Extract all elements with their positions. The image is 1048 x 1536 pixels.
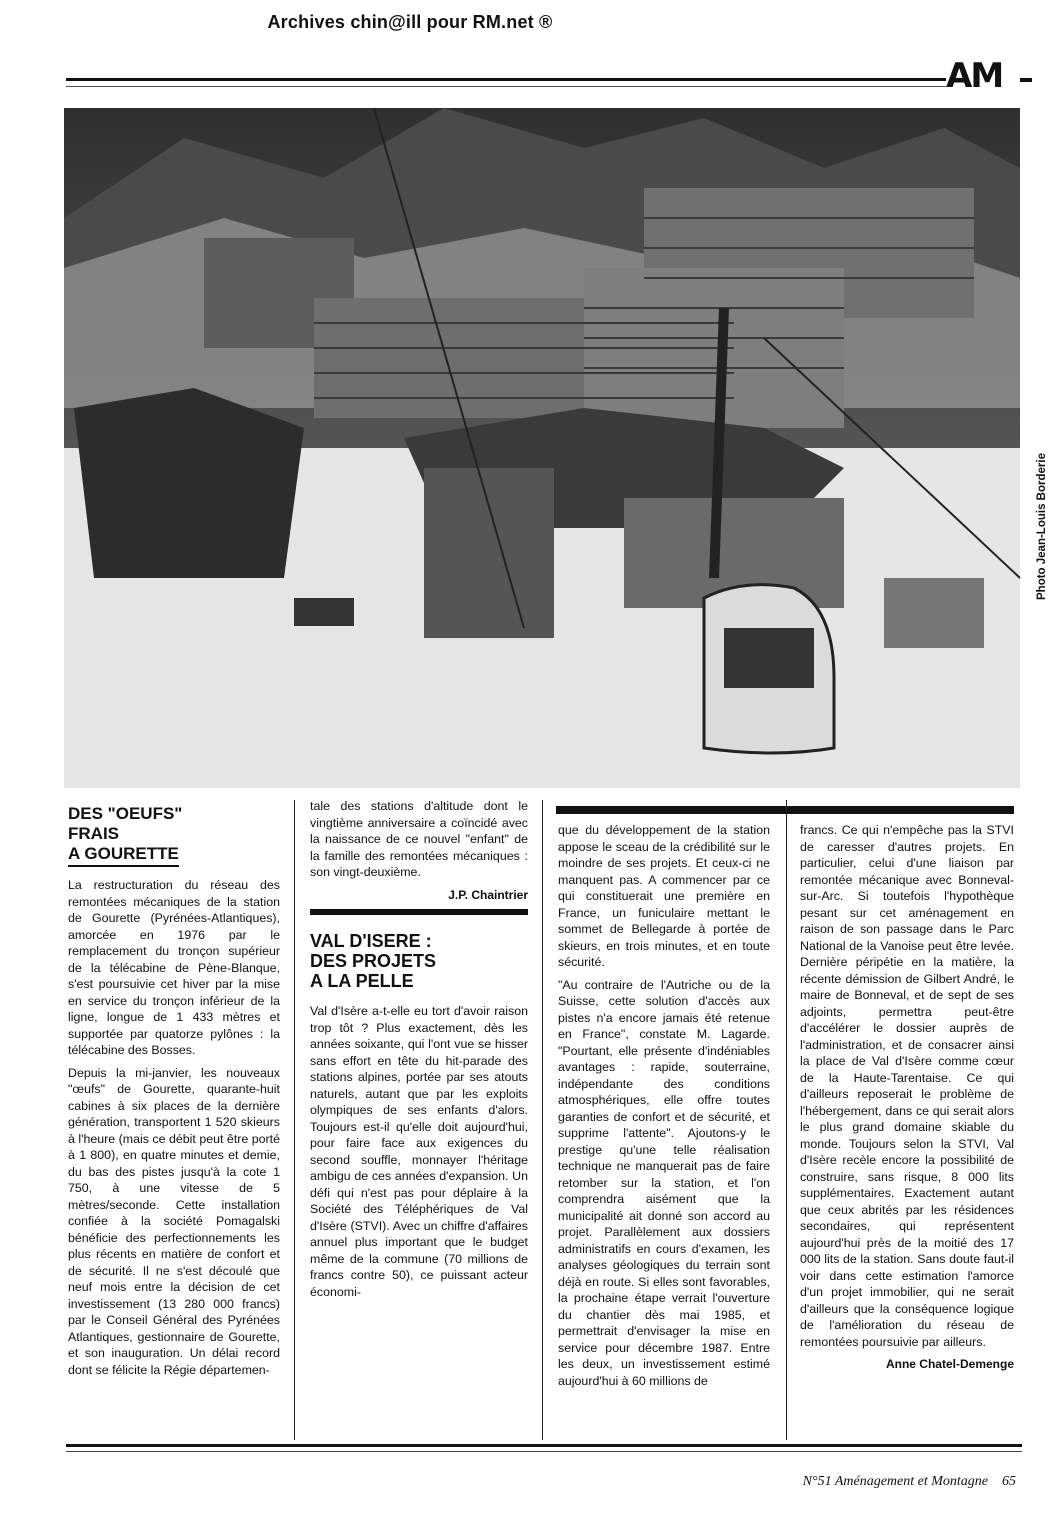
page-footer (803, 1474, 1016, 1490)
article1-paragraph: La restructuration du réseau des remontées mécaniques de la station de Gourette (Pyrénées-Atlantiques), amorcée en 1976 par le remplacement du tronçon supérieur de la télécabine de Pène-Blanque, s'est poursuivie cet hiver par la mise en service du tronçon inférieur de la ligne, longue de 1 433 mètres et supportée par quatorze pylônes : la télécabine des Bosses. (68, 878, 280, 1057)
article2-paragraph: que du développement de la station appose le sceau de la crédibilité sur le moindre de ses projets. Et ceux-ci ne manquent pas. A commencer par ce qui constituerait une première en France, un funiculaire mettant le sommet de Bellegarde à portée de skieurs, en trois minutes, et en toute sécurité. (558, 823, 770, 969)
column-divider (542, 800, 543, 1440)
photo-credit: Photo Jean-Louis Borderie (1036, 453, 1048, 600)
article2-paragraph: "Au contraire de l'Autriche ou de la Suisse, cette solution d'accès aux pistes n'a encore jamais été retenue en France", constate M. Lagarde. "Pourtant, elle présente d'indéniables avantages : rapide, souterraine, indépendante des conditions atmosphériques, elle offre toutes garanties de confort et de sécurité, et supprime l'attente". Ajoutons-y le prestige qu'une telle réalisation technique ne manquerait pas de faire retomber sur la station, et l'on comprendra aisément que la municipalité ait donné son accord au projet. Parallèlement aux dossiers administratifs en cours d'examen, les analyses géologiques du terrain sont déjà en route. Si elles sont favorables, la prochaine étape verrait l'ouverture du chantier dès mai 1985, et permettrait d'envisager la mise en service pour décembre 1987. Entre les deux, un investissement estimé aujourd'hui à 60 millions de (558, 977, 770, 1388)
article1-paragraph: Depuis la mi-janvier, les nouveaux "œufs" de Gourette, quarante-huit cabines à six places de la dernière génération, transportent 1 520 skieurs à l'heure (mais ce débit peut être porté à 1 800), en quatre minutes et demie, du bas des pistes jusqu'à la cote 1 750, à une vitesse de 5 mètres/seconde. Cette installation confiée à la société Pomagalski bénéficie des perfectionnements les plus récents en matière de confort et de sécurité. Il ne s'est découlé que neuf mois entre la décision de cet investissement (13 280 000 francs) par le Conseil Général des Pyrénées Atlantiques, gestionnaire de Gourette, et son inauguration. Un délai record dont se félicite la Régie départemen- (68, 1065, 280, 1377)
archive-watermark: Archives chin@ill pour RM.net ® (267, 12, 553, 32)
issue-title: N°51 Aménagement et Montagne (802, 1474, 988, 1489)
section-rule (310, 909, 528, 915)
column-divider (294, 800, 295, 1440)
column-4 (800, 822, 1014, 1373)
magazine-logo: AM (946, 56, 1003, 96)
article1-title-line: FRAIS (68, 824, 119, 843)
article1-title-line: DES "OEUFS" (68, 804, 183, 823)
footer-rule (66, 1444, 1022, 1447)
article1-title (68, 804, 280, 867)
column-3 (558, 822, 770, 1395)
logo-dash (1020, 78, 1032, 82)
column-2 (310, 798, 528, 1306)
article2-title-line: DES PROJETS (310, 951, 437, 971)
article2-title-line: VAL D'ISERE : (310, 931, 432, 951)
article2-author: Anne Chatel-Demenge (885, 1357, 1014, 1371)
article2-paragraph: Val d'Isère a-t-elle eu tort d'avoir raison trop tôt ? Plus exactement, dès les années soixante, qui l'ont vue se hisser sans effort en tête du hit-parade des stations alpines, portée par ses atouts naturels, autant que par les exploits olympiques de ses enfants d'alors. Toujours est-il qu'elle doit aujourd'hui, pour faire face aux exigences du second souffle, monnayer l'héritage ambigu de ces années d'expansion. Un défi qui n'est pas pour déplaire à la Société des Téléphériques de Val d'Isère (STVI). Avec un chiffre d'affaires annuel plus important que le budget même de la commune (70 millions de francs contre 50), ce puissant acteur économi- (310, 1004, 528, 1299)
header-rule (66, 78, 946, 81)
article1-paragraph-continued: tale des stations d'altitude dont le vingtième anniversaire a coïncidé avec la naissance de ce nouvel "enfant" de la famille des remontées mécaniques : son vingt-deuxième. (310, 799, 528, 879)
footer-rule-thin (66, 1451, 1022, 1452)
article1-title-line: A GOURETTE (68, 844, 179, 867)
article1-author: J.P. Chaintrier (448, 887, 528, 902)
gondola-station-photo (64, 108, 1020, 788)
column-3-top-bar (556, 806, 1014, 814)
article2-title-line: A LA PELLE (310, 971, 414, 991)
column-divider (786, 800, 787, 1440)
article2-paragraph: francs. Ce qui n'empêche pas la STVI de caresser d'autres projets. En particulier, celui d'une liaison par remontée mécanique avec Bonneval-sur-Arc. Si toutefois l'hypothèque pesant sur cet aménagement en raison de son passage dans le Parc National de la Vanoise peut être levée. Dernière péripétie en la matière, la récente démission de Gilbert André, le maire de Bonneval, et de sept de ses adjoints, permettra peut-être d'accélérer le dossier auprès de l'administration, et de consacrer ainsi la place de Val d'Isère comme cœur de la Haute-Tarentaise. Ce qui d'ailleurs reposerait le problème de l'hébergement, dans ce qui serait alors le plus grand domaine skiable du monde. Toujours selon la STVI, Val d'Isère recèle encore la possibilité de construire, sans risque, 8 000 lits supplémentaires. Exactement autant que ceux abrités par les résidences secondaires, qui représentent aujourd'hui près de la moitié des 17 000 lits de la station. Sans doute faut-il voir dans cette estimation l'amorce d'un projet immobilier, qui ne serait d'ailleurs que la conséquence logique de l'amélioration du réseau de remontées poursuivie par ailleurs. (800, 823, 1014, 1349)
column-1 (68, 798, 280, 1384)
header-rule-thin (66, 86, 946, 87)
article2-title (310, 931, 528, 991)
page-number: 65 (1002, 1474, 1016, 1489)
